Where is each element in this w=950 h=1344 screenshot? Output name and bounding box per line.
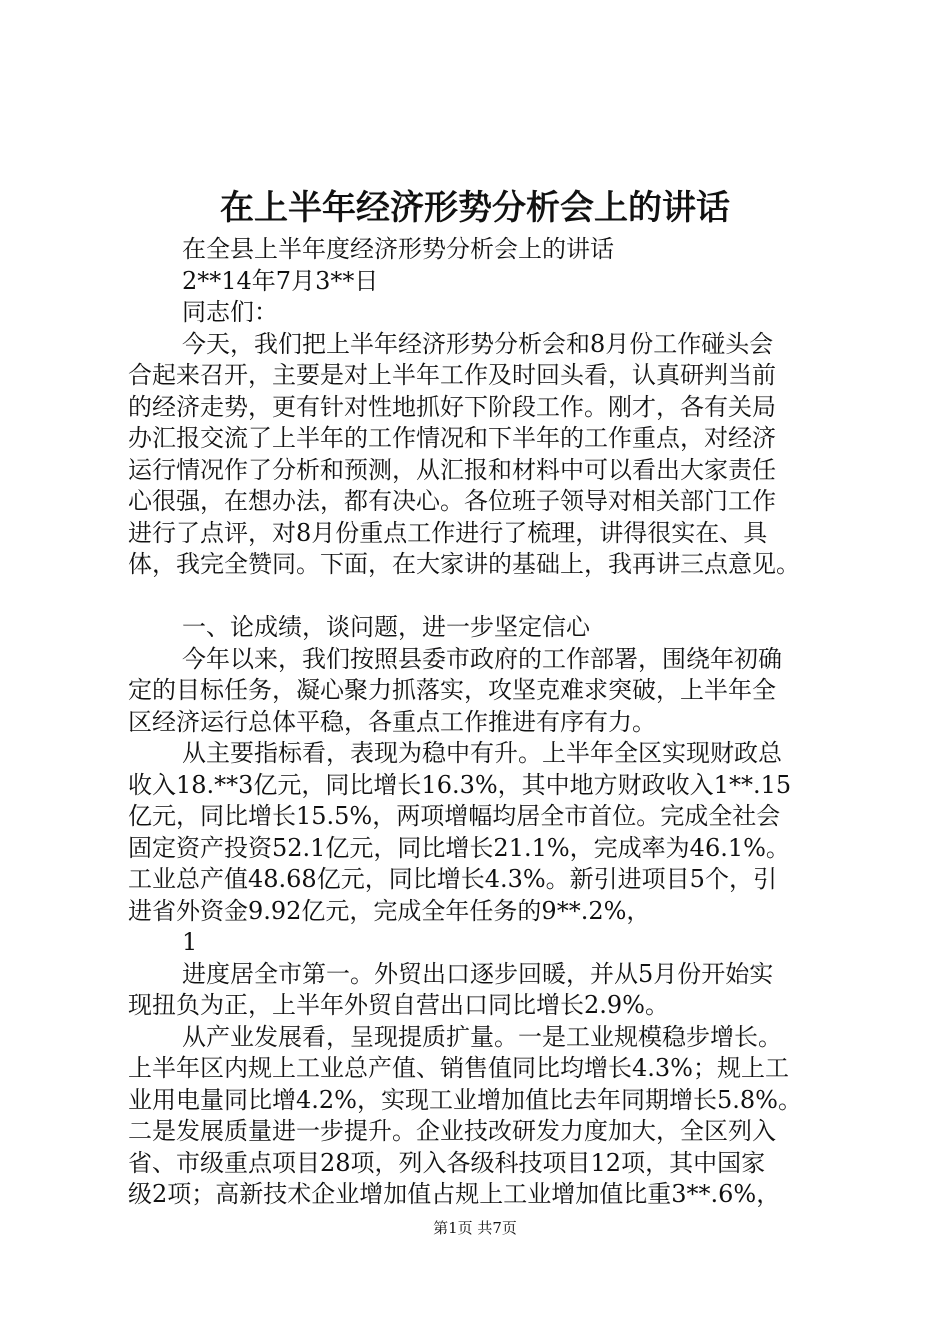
text-line: 亿元，同比增长15.5%，两项增幅均居全市首位。完成全社会 (128, 802, 781, 830)
text-line: 从主要指标看，表现为稳中有升。上半年全区实现财政总 (182, 739, 782, 767)
document-body (128, 234, 850, 1211)
text-line: 业用电量同比增4.2%，实现工业增加值比去年同期增长5.8%。 (128, 1085, 802, 1114)
text-line: 进省外资金9.92亿元，完成全年任务的9**.2%， (128, 896, 651, 925)
text-line: 工业总产值48.68亿元，同比增长4.3%。新引进项目5个，引 (128, 865, 777, 893)
text-line: 上半年区内规上工业总产值、销售值同比均增长4.3%；规上工 (128, 1054, 789, 1082)
text-line: 心很强，在想办法，都有决心。各位班子领导对相关部门工作 (128, 487, 776, 515)
document-title: 在上半年经济形势分析会上的讲话 (220, 188, 730, 228)
text-line: 收入18.**3亿元，同比增长16.3%，其中地方财政收入1**.15 (128, 770, 792, 799)
salutation: 同志们： (182, 298, 278, 326)
text-line: 合起来召开，主要是对上半年工作及时回头看，认真研判当前 (128, 361, 776, 389)
text-line: 省、市级重点项目28项，列入各级科技项目12项，其中国家 (128, 1148, 766, 1177)
paragraph-gap (128, 581, 850, 613)
paragraph-trade (128, 959, 850, 1022)
text-line: 办汇报交流了上半年的工作情况和下半年的工作重点，对经济 (128, 424, 776, 452)
text-line: 从产业发展看，呈现提质扩量。一是工业规模稳步增长。 (182, 1022, 782, 1051)
section-heading: 一、论成绩，谈问题，进一步坚定信心 (182, 613, 590, 641)
speech-subtitle: 在全县上半年度经济形势分析会上的讲话 (182, 235, 614, 263)
paragraph-overview (128, 644, 850, 739)
speech-date: 2**14年7月3**日 (182, 266, 379, 295)
text-line: 体，我完全赞同。下面，在大家讲的基础上，我再讲三点意见。 (128, 550, 800, 578)
text-line: 今年以来，我们按照县委市政府的工作部署，围绕年初确 (182, 644, 782, 673)
text-line: 现扭负为正，上半年外贸自营出口同比增长2.9%。 (128, 991, 669, 1019)
paragraph-industry (128, 1022, 850, 1211)
text-line: 运行情况作了分析和预测，从汇报和材料中可以看出大家责任 (128, 455, 776, 484)
text-line: 固定资产投资52.1亿元，同比增长21.1%，完成率为46.1%。 (128, 833, 790, 862)
text-line: 的经济走势，更有针对性地抓好下阶段工作。刚才，各有关局 (128, 392, 776, 421)
page-footer: 第1页 共7页 (433, 1219, 517, 1237)
text-line: 进行了点评，对8月份重点工作进行了梳理，讲得很实在、具 (128, 518, 768, 547)
text-line: 定的目标任务，凝心聚力抓落实，攻坚克难求突破，上半年全 (128, 676, 776, 704)
page-marker: 1 (182, 928, 198, 956)
text-line: 区经济运行总体平稳，各重点工作推进有序有力。 (128, 707, 656, 736)
text-line: 进度居全市第一。外贸出口逐步回暖，并从5月份开始实 (182, 959, 774, 988)
paragraph-intro (128, 329, 850, 581)
text-line: 今天，我们把上半年经济形势分析会和8月份工作碰头会 (182, 329, 774, 358)
text-line: 级2项；高新技术企业增加值占规上工业增加值比重3**.6%， (128, 1180, 781, 1208)
paragraph-indicators (128, 738, 850, 927)
text-line: 二是发展质量进一步提升。企业技改研发力度加大，全区列入 (128, 1117, 776, 1145)
